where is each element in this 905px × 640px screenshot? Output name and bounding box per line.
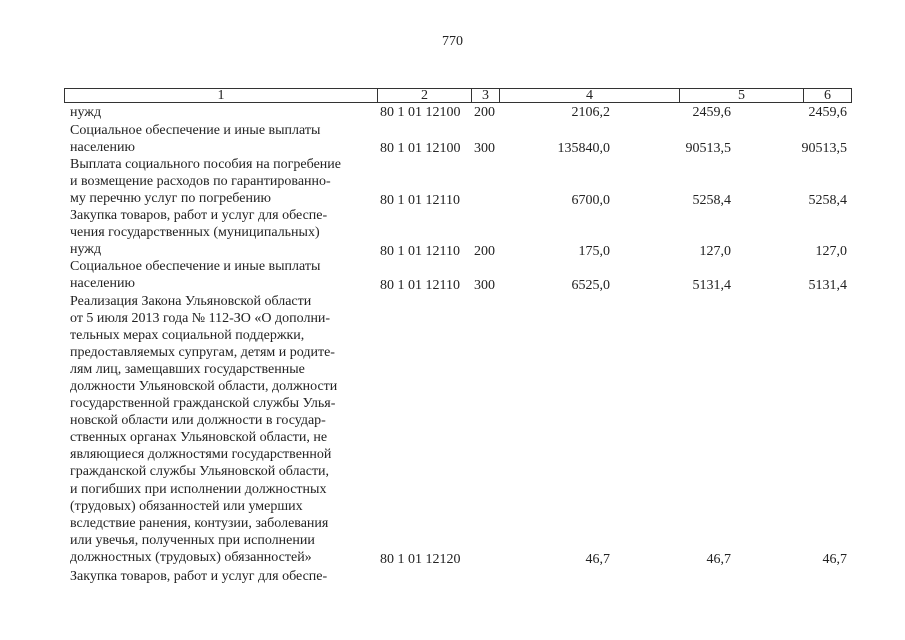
amount-col4: 135840,0 <box>557 141 610 156</box>
description-line: населению <box>70 140 135 155</box>
page-number: 770 <box>442 34 463 49</box>
budget-code: 80 1 01 12110 <box>380 193 460 208</box>
column-header-3: 3 <box>471 89 499 102</box>
amount-col6: 5131,4 <box>808 278 847 293</box>
description-line: гражданской службы Ульяновской области, <box>70 464 330 479</box>
description-line: населению <box>70 276 135 291</box>
amount-col5: 5258,4 <box>692 193 731 208</box>
amount-col4: 46,7 <box>585 552 610 567</box>
description-line: или увечья, полученных при исполнении <box>70 533 315 548</box>
expense-kind: 200 <box>474 244 495 259</box>
column-header-1: 1 <box>217 88 225 103</box>
description-line: Выплата социального пособия на погребение <box>70 157 341 172</box>
budget-code: 80 1 01 12110 <box>380 244 460 259</box>
budget-code: 80 1 01 12100 <box>380 141 461 156</box>
amount-col4: 175,0 <box>578 244 610 259</box>
description-line: (трудовых) обязанностей или умерших <box>70 499 303 514</box>
column-header-4: 4 <box>499 89 679 102</box>
description-line: государственной гражданской службы Улья- <box>70 396 336 411</box>
column-header-5: 5 <box>679 89 803 102</box>
amount-col5: 46,7 <box>706 552 731 567</box>
amount-col5: 5131,4 <box>692 278 731 293</box>
description-line: нужд <box>70 105 102 120</box>
amount-col6: 2459,6 <box>808 105 847 120</box>
description-line: тельных мерах социальной поддержки, <box>70 328 305 343</box>
amount-col5: 2459,6 <box>692 105 731 120</box>
description-line: му перечню услуг по погребению <box>70 191 271 206</box>
description-line: вследствие ранения, контузии, заболевания <box>70 516 329 531</box>
description-line: ственных органах Ульяновской области, не <box>70 430 328 445</box>
amount-col6: 5258,4 <box>808 193 847 208</box>
description-line: должностных (трудовых) обязанностей» <box>70 550 312 565</box>
amount-col6: 127,0 <box>815 244 847 259</box>
expense-kind: 300 <box>474 278 495 293</box>
description-line: Социальное обеспечение и иные выплаты <box>70 123 321 138</box>
expense-kind: 300 <box>474 141 495 156</box>
amount-col4: 2106,2 <box>571 105 610 120</box>
description-line: новской области или должности в государ- <box>70 413 326 428</box>
description-line: Закупка товаров, работ и услуг для обеспе- <box>70 569 328 584</box>
amount-col6: 90513,5 <box>801 141 847 156</box>
column-header-6: 6 <box>803 89 851 102</box>
budget-code: 80 1 01 12120 <box>380 552 461 567</box>
amount-col4: 6700,0 <box>571 193 610 208</box>
column-header-2: 2 <box>377 89 471 102</box>
description-line: предоставляемых супругам, детям и родите- <box>70 345 335 360</box>
description-line: и возмещение расходов по гарантированно- <box>70 174 331 189</box>
amount-col4: 6525,0 <box>571 278 610 293</box>
description-line: от 5 июля 2013 года № 112-ЗО «О дополни- <box>70 311 331 326</box>
description-line: лям лиц, замещавших государственные <box>70 362 305 377</box>
description-line: должности Ульяновской области, должности <box>70 379 338 394</box>
description-line: Социальное обеспечение и иные выплаты <box>70 259 321 274</box>
description-line: и погибших при исполнении должностных <box>70 482 327 497</box>
amount-col6: 46,7 <box>822 552 847 567</box>
expense-kind: 200 <box>474 105 495 120</box>
description-line: Закупка товаров, работ и услуг для обеспе- <box>70 208 328 223</box>
budget-code: 80 1 01 12110 <box>380 278 460 293</box>
budget-code: 80 1 01 12100 <box>380 105 461 120</box>
table-header-row <box>64 88 852 103</box>
amount-col5: 127,0 <box>699 244 731 259</box>
description-line: чения государственных (муниципальных) <box>70 225 320 240</box>
amount-col5: 90513,5 <box>685 141 731 156</box>
description-line: нужд <box>70 242 102 257</box>
description-line: Реализация Закона Ульяновской области <box>70 294 312 309</box>
description-line: являющиеся должностями государственной <box>70 447 332 462</box>
